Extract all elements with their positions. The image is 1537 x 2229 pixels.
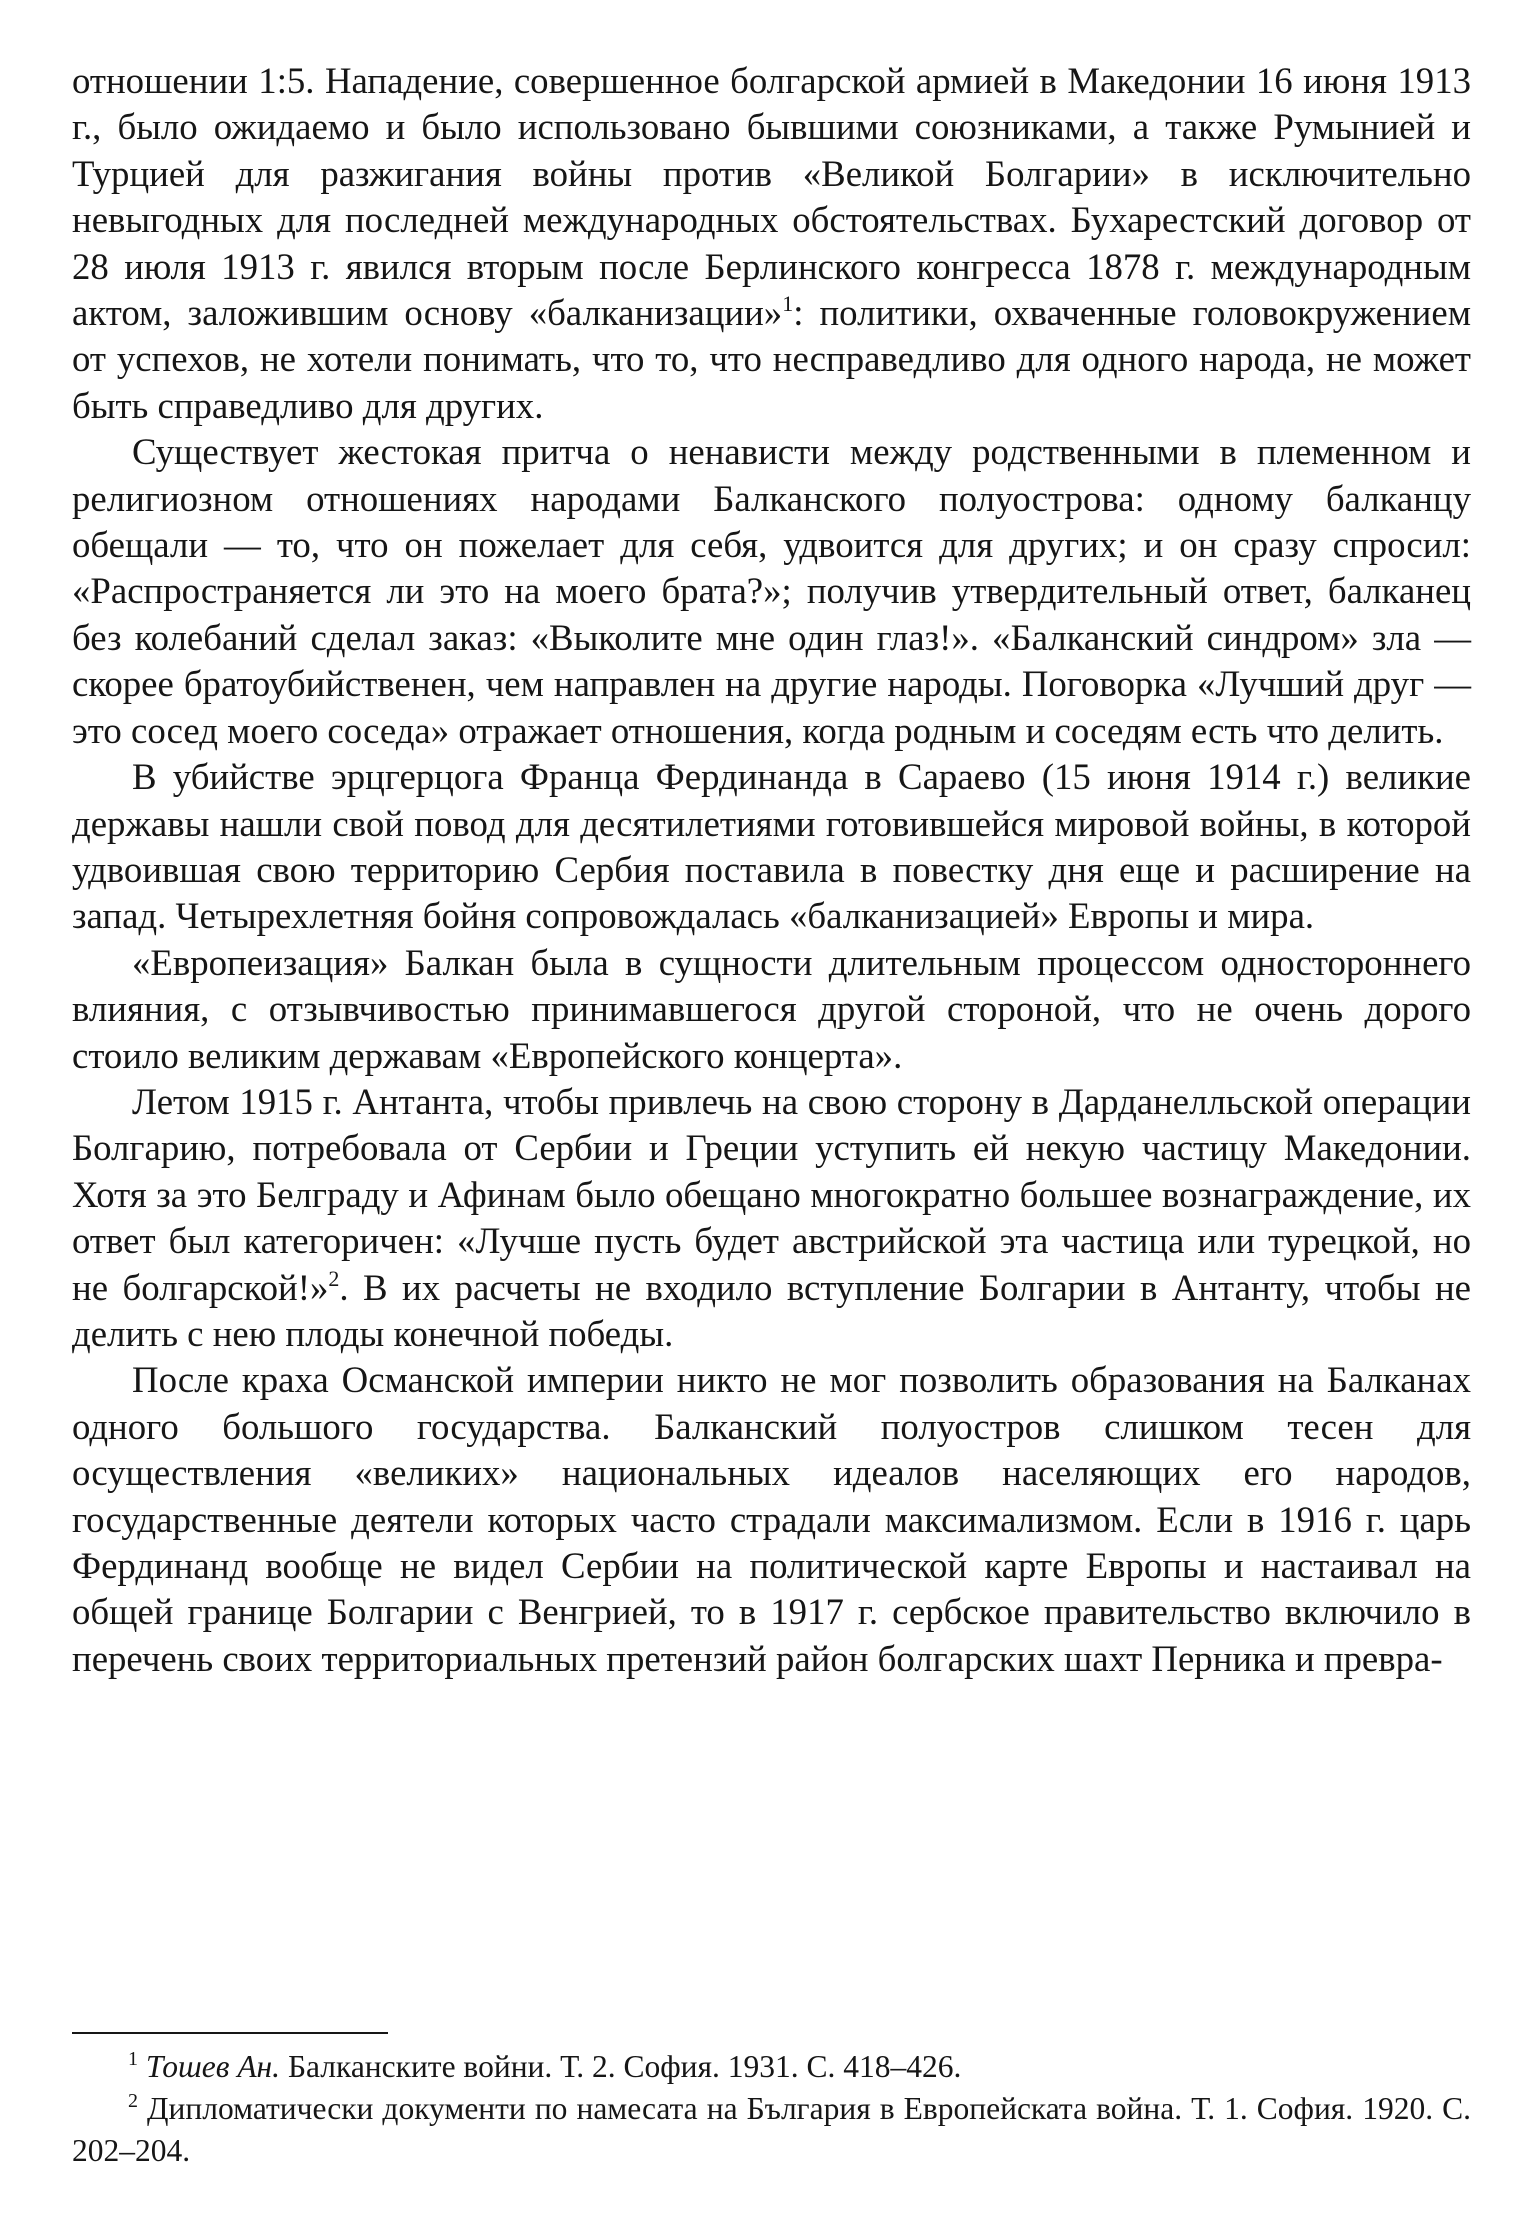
footnote-1-text: Балканските войни. Т. 2. София. 1931. С. 418–426. [280, 2049, 962, 2084]
paragraph-1-text-a: отношении 1:5. Нападение, совершенное болгарской армией в Македонии 16 июня 1913 г., было ожидаемо и было использовано бывшими союзниками, а также Румынией и Турцией для разжигания войны против «Великой Болгарии» в исключительно невыгодных для последней международных обстоятельствах. Бухарестский договор от 28 июля 1913 г. явился вторым после Берлинского конгресса 1878 г. международным актом, заложившим основу «балканизации» [72, 60, 1471, 334]
footnote-divider [72, 2032, 388, 2034]
footnote-ref-1: 1 [782, 291, 794, 317]
footnote-1-author: Тошев Ан. [145, 2049, 281, 2084]
paragraph-4: «Европеизация» Балкан была в сущности длительным процессом одностороннего влияния, с отзывчивостью принимавшегося другой стороной, что не очень дорого стоило великим державам «Европейского концерта». [72, 941, 1471, 1076]
footnote-ref-2: 2 [328, 1265, 340, 1291]
paragraph-5-text-b: . В их расчеты не входило вступление Болгарии в Антанту, чтобы не делить с нею плоды конечной победы. [72, 1266, 1471, 1354]
footnote-2-mark: 2 [128, 2090, 138, 2112]
paragraph-5 [72, 1079, 1471, 1357]
footnotes [72, 2046, 1471, 2172]
footnote-1-mark: 1 [128, 2048, 138, 2070]
paragraph-1-text-b: : политики, охваченные головокружением от успехов, не хотели понимать, что то, что несправедливо для одного народа, не может быть справедливо для других. [72, 292, 1471, 426]
paragraph-2: Существует жестокая притча о ненависти между родственными в племенном и религиозном отношениях народами Балканского полуострова: одному балканцу обещали — то, что он пожелает для себя, удвоится для других; и он сразу спросил: «Распространяется ли это на моего брата?»; получив утвердительный ответ, балканец без колебаний сделал заказ: «Выколите мне один глаз!». «Балканский синдром» зла — скорее братоубийственен, чем направлен на другие народы. Поговорка «Лучший друг — это сосед моего соседа» отражает отношения, когда родным и соседям есть что делить. [72, 431, 1471, 751]
paragraph-3: В убийстве эрцгерцога Франца Фердинанда в Сараево (15 июня 1914 г.) великие державы нашли свой повод для десятилетиями готовившейся мировой войны, в которой удвоившая свою территорию Сербия поставила в повестку дня еще и расширение на запад. Четырехлетняя бойня сопровождалась «балканизацией» Европы и мира. [72, 756, 1471, 937]
footnote-1 [72, 2046, 1471, 2088]
paragraph-6: После краха Османской империи никто не мог позволить образования на Балканах одного большого государства. Балканский полуостров слишком тесен для осуществления «великих» национальных идеалов населяющих его народов, государственные деятели которых часто страдали максимализмом. Если в 1916 г. царь Фердинанд вообще не видел Сербии на политической карте Европы и настаивал на общей границе Болгарии с Венгрией, то в 1917 г. сербское правительство включило в перечень своих территориальных претензий район болгарских шахт Перника и превра- [72, 1359, 1471, 1679]
paragraph-1 [72, 58, 1471, 429]
main-text [72, 58, 1471, 1682]
footnote-2-text: Дипломатически документи по намесата на България в Европейската война. Т. 1. София. 1920. С. 202–204. [72, 2091, 1471, 2168]
paragraph-5-text-a: Летом 1915 г. Антанта, чтобы привлечь на свою сторону в Дарданелльской операции Болгарию, потребовала от Сербии и Греции уступить ей некую частицу Македонии. Хотя за это Белграду и Афинам было обещано многократно большее вознаграждение, их ответ был категоричен: «Лучше пусть будет австрийской эта частица или турецкой, но не болгарской!» [72, 1080, 1471, 1308]
footnote-2 [72, 2088, 1471, 2172]
